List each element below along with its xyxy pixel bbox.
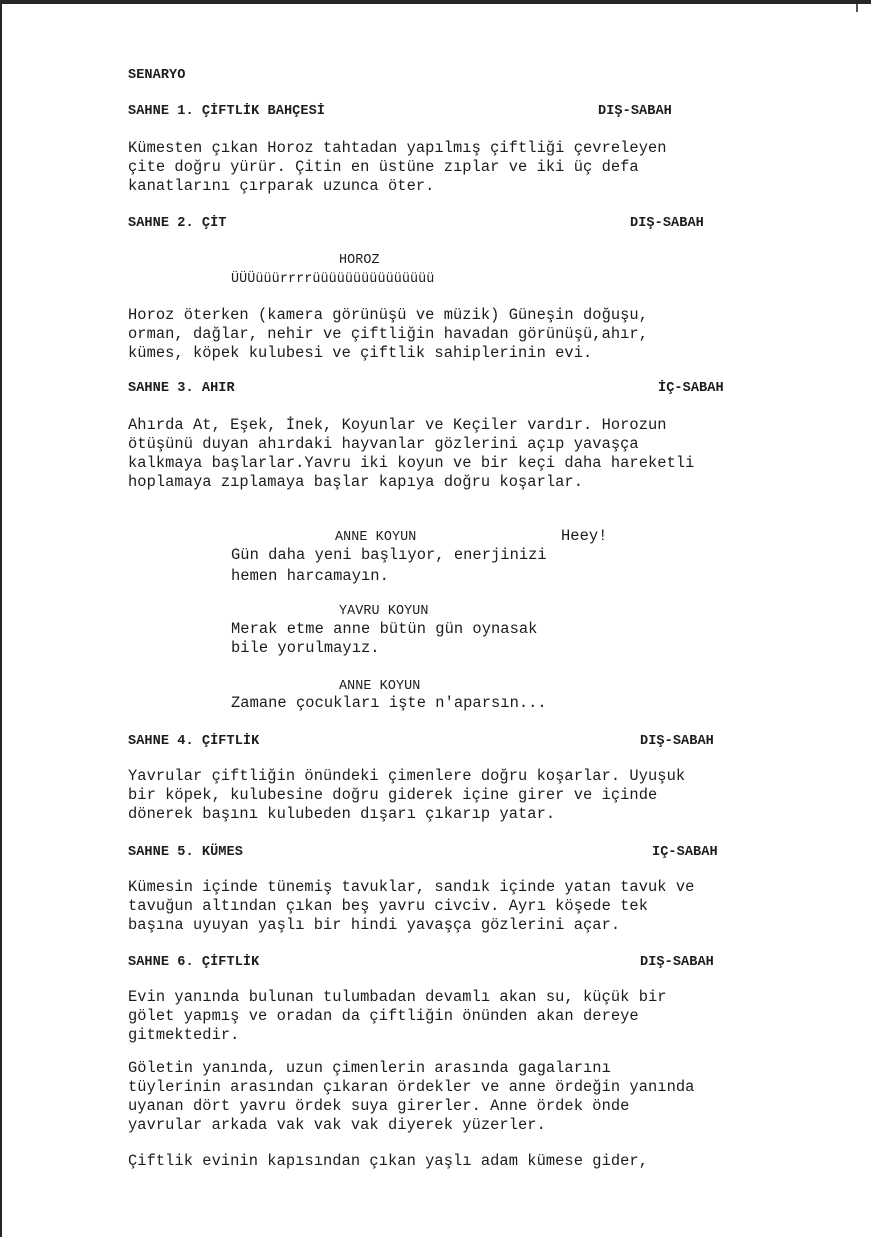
scene-time: DIŞ-SABAH <box>630 216 704 231</box>
action-line: Ahırda At, Eşek, İnek, Koyunlar ve Keçiler vardır. Horozun <box>128 416 667 434</box>
action-line: kalkmaya başlarlar.Yavru iki koyun ve bir keçi daha hareketli <box>128 454 695 472</box>
action-line: başına uyuyan yaşlı bir hindi yavaşça gözlerini açar. <box>128 916 621 934</box>
action-line: Kümesin içinde tünemiş tavuklar, sandık içinde yatan tavuk ve <box>128 878 695 896</box>
action-line: tavuğun altından çıkan beş yavru civciv. Ayrı köşede tek <box>128 897 649 915</box>
action-line: ötüşünü duyan ahırdaki hayvanlar gözlerini açıp yavaşça <box>128 435 639 453</box>
scene-heading: SAHNE 2. ÇİT <box>128 216 227 231</box>
action-line: çite doğru yürür. Çitin en üstüne zıplar ve iki üç defa <box>128 158 639 176</box>
action-line: yavrular arkada vak vak vak diyerek yüzerler. <box>128 1116 546 1134</box>
action-line: hoplamaya zıplamaya başlar kapıya doğru koşarlar. <box>128 473 584 491</box>
page-left-border <box>0 0 2 1237</box>
page-top-border <box>0 0 871 4</box>
action-line: Çiftlik evinin kapısından çıkan yaşlı adam kümese gider, <box>128 1152 649 1170</box>
action-line: Göletin yanında, uzun çimenlerin arasında gagalarını <box>128 1059 611 1077</box>
document-title: SENARYO <box>128 68 186 83</box>
parenthetical: Heey! <box>561 527 608 545</box>
character-name: ANNE KOYUN <box>339 679 421 694</box>
scene-heading: SAHNE 6. ÇİFTLİK <box>128 955 260 970</box>
scene-heading: SAHNE 4. ÇİFTLİK <box>128 734 260 749</box>
dialogue-line: Merak etme anne bütün gün oynasak <box>231 620 538 638</box>
action-line: gitmektedir. <box>128 1026 240 1044</box>
scene-time: DIŞ-SABAH <box>598 104 672 119</box>
character-name: YAVRU KOYUN <box>339 604 429 619</box>
scene-time: DIŞ-SABAH <box>640 955 714 970</box>
action-line: kanatlarını çırparak uzunca öter. <box>128 177 435 195</box>
scene-time: DIŞ-SABAH <box>640 734 714 749</box>
action-line: orman, dağlar, nehir ve çiftliğin havadan görünüşü,ahır, <box>128 325 649 343</box>
scene-time: IÇ-SABAH <box>652 845 718 860</box>
scene-heading: SAHNE 1. ÇİFTLİK BAHÇESİ <box>128 104 325 119</box>
dialogue-line: bile yorulmayız. <box>231 639 380 657</box>
dialogue-line: Zamane çocukları işte n'aparsın... <box>231 694 547 712</box>
action-line: gölet yapmış ve oradan da çiftliğin önünden akan dereye <box>128 1007 639 1025</box>
character-name: HOROZ <box>339 253 380 268</box>
action-line: Yavrular çiftliğin önündeki çimenlere doğru koşarlar. Uyuşuk <box>128 767 686 785</box>
dialogue-line: Gün daha yeni başlıyor, enerjinizi <box>231 546 547 564</box>
action-line: tüylerinin arasından çıkaran ördekler ve anne ördeğin yanında <box>128 1078 695 1096</box>
dialogue-line: hemen harcamayın. <box>231 567 389 585</box>
action-line: Evin yanında bulunan tulumbadan devamlı akan su, küçük bir <box>128 988 667 1006</box>
scene-heading: SAHNE 3. AHIR <box>128 381 235 396</box>
action-line: bir köpek, kulubesine doğru giderek içine girer ve içinde <box>128 786 658 804</box>
character-name: ANNE KOYUN <box>335 530 417 545</box>
action-line: Horoz öterken (kamera görünüşü ve müzik) Güneşin doğuşu, <box>128 306 649 324</box>
scene-heading: SAHNE 5. KÜMES <box>128 845 243 860</box>
action-line: uyanan dört yavru ördek suya girerler. Anne ördek önde <box>128 1097 630 1115</box>
action-line: kümes, köpek kulubesi ve çiftlik sahiplerinin evi. <box>128 344 593 362</box>
scene-time: İÇ-SABAH <box>658 381 724 396</box>
dialogue-line: ÜÜÜüüürrrrüüüüüüüüüüüüüüü <box>231 272 435 287</box>
action-line: dönerek başını kulubeden dışarı çıkarıp yatar. <box>128 805 556 823</box>
action-line: Kümesten çıkan Horoz tahtadan yapılmış çiftliği çevreleyen <box>128 139 667 157</box>
page-corner-mark <box>856 4 858 12</box>
